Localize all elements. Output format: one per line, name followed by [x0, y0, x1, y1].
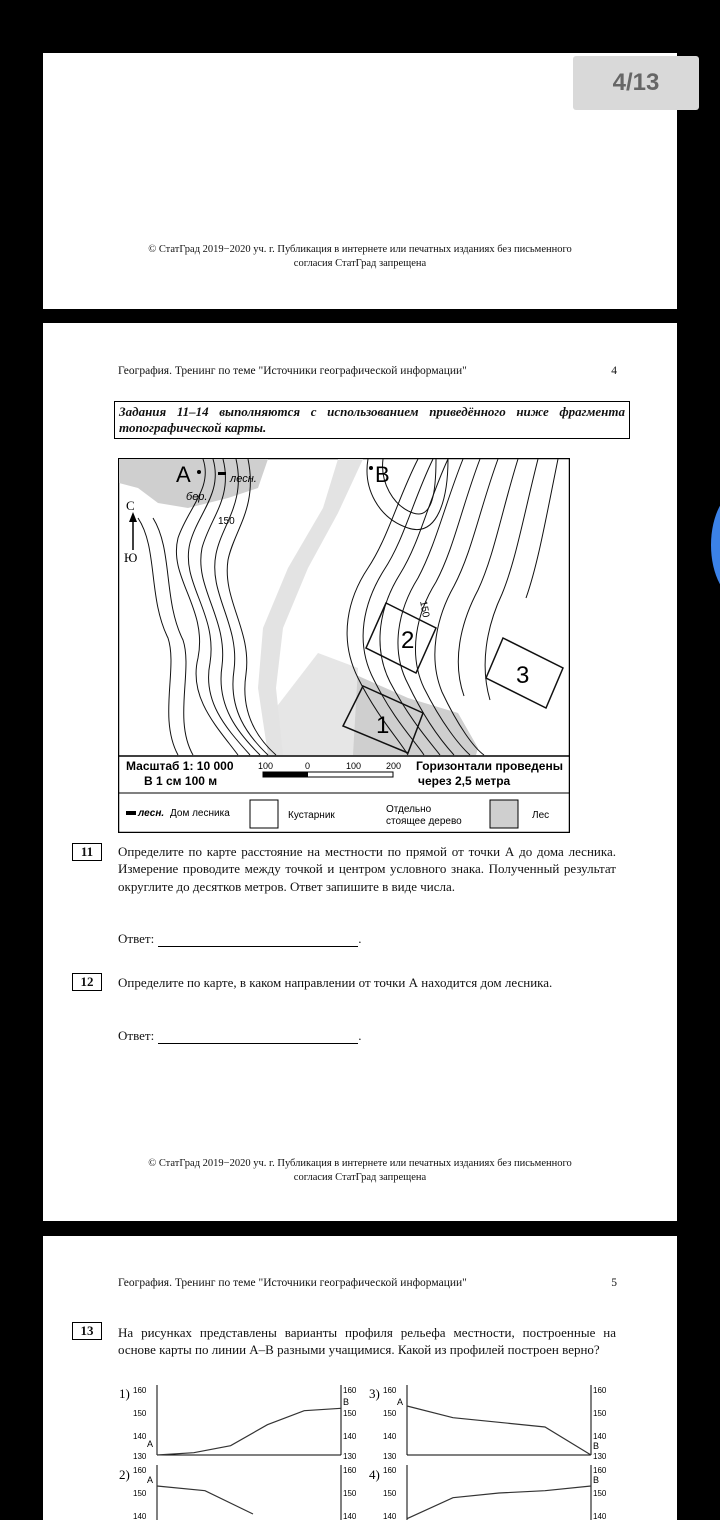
svg-text:130: 130	[133, 1452, 147, 1461]
pdf-page-4	[43, 323, 677, 1221]
svg-text:3): 3)	[369, 1386, 380, 1401]
question-13-text: На рисунках представлены варианты профиля рельефа местности, построенные на основе карты по линии А–В разными учащимися. Какой из профилей построен верно?	[118, 1325, 616, 1358]
question-13-number: 13	[72, 1322, 102, 1340]
svg-text:160: 160	[133, 1466, 147, 1475]
scale-sublabel: В 1 см 100 м	[144, 774, 218, 788]
svg-text:160: 160	[133, 1386, 147, 1395]
svg-text:150: 150	[343, 1409, 357, 1418]
question-11-number: 11	[72, 843, 102, 861]
profile-2-line	[157, 1486, 253, 1514]
svg-text:150: 150	[133, 1489, 147, 1498]
question-12-answer: Ответ: .	[118, 1028, 362, 1043]
svg-text:А: А	[147, 1475, 154, 1485]
svg-text:100: 100	[258, 761, 274, 771]
svg-text:1): 1)	[119, 1386, 130, 1401]
svg-text:200: 200	[386, 761, 402, 771]
legend-forester: Дом лесника	[170, 808, 230, 819]
svg-text:140: 140	[343, 1512, 357, 1520]
contour-note-2: через 2,5 метра	[418, 774, 511, 788]
pdf-page-5	[43, 1236, 677, 1520]
svg-text:А: А	[147, 1439, 154, 1449]
svg-text:2): 2)	[119, 1467, 130, 1482]
svg-text:140: 140	[343, 1432, 357, 1441]
north-label: С	[126, 498, 135, 513]
contour-label-150: 150	[218, 516, 235, 527]
svg-text:130: 130	[343, 1452, 357, 1461]
svg-text:150: 150	[593, 1489, 607, 1498]
contour-label-150-right: 150	[417, 600, 431, 619]
floating-action-button[interactable]	[711, 490, 720, 600]
question-11-text: Определите по карте расстояние на местности по прямой от точки А до дома лесника. Измерение проводите между точкой и центром условного знака. Полученный результат округлите до десятков метров. Ответ запишите в виде числа.	[118, 844, 616, 894]
legend-forester-abbr: лесн.	[138, 808, 165, 819]
svg-text:160: 160	[383, 1386, 397, 1395]
svg-text:160: 160	[593, 1386, 607, 1395]
svg-text:160: 160	[343, 1466, 357, 1475]
legend-shrub-swatch	[250, 800, 278, 828]
svg-text:В: В	[343, 1397, 350, 1407]
legend-shrub: Кустарник	[288, 810, 335, 821]
page-number: 5	[611, 1277, 617, 1289]
task-instruction: Задания 11–14 выполняются с использованием приведённого ниже фрагмента топографической карты.	[114, 401, 630, 439]
svg-text:140: 140	[383, 1512, 397, 1520]
svg-text:100: 100	[346, 761, 362, 771]
svg-text:А: А	[397, 1397, 404, 1407]
legend-tree-1: Отдельно	[386, 804, 432, 815]
profile-2	[119, 1465, 357, 1520]
svg-text:150: 150	[593, 1409, 607, 1418]
svg-text:150: 150	[383, 1489, 397, 1498]
point-b-label: В	[375, 462, 390, 487]
svg-text:140: 140	[593, 1432, 607, 1441]
contour-note-1: Горизонтали проведены	[416, 759, 563, 773]
label-ber: бер.	[186, 491, 208, 503]
svg-text:В: В	[593, 1441, 600, 1451]
svg-text:160: 160	[383, 1466, 397, 1475]
south-label: Ю	[124, 550, 138, 565]
label-lesn: лесн.	[230, 473, 257, 485]
svg-text:140: 140	[133, 1512, 147, 1520]
svg-text:130: 130	[593, 1452, 607, 1461]
point-a-label: А	[176, 462, 191, 487]
profile-1-line	[157, 1408, 341, 1455]
plot-1-number: 1	[376, 712, 390, 739]
svg-text:0: 0	[305, 761, 311, 771]
svg-text:130: 130	[383, 1452, 397, 1461]
plot-3-number: 3	[516, 662, 530, 689]
question-12-number: 12	[72, 973, 102, 991]
profile-3-line	[407, 1406, 591, 1455]
svg-text:160: 160	[593, 1466, 607, 1475]
profile-3	[369, 1385, 607, 1461]
svg-text:150: 150	[343, 1489, 357, 1498]
svg-text:150: 150	[133, 1409, 147, 1418]
svg-text:140: 140	[593, 1512, 607, 1520]
answer-line[interactable]	[158, 933, 358, 947]
svg-text:140: 140	[133, 1432, 147, 1441]
question-11-answer: Ответ: .	[118, 931, 362, 946]
plot-2-number: 2	[401, 627, 415, 654]
answer-line[interactable]	[158, 1030, 358, 1044]
svg-text:140: 140	[383, 1432, 397, 1441]
question-12-text: Определите по карте, в каком направлении от точки А находится дом лесника.	[118, 975, 553, 990]
page-counter-badge: 4/13	[573, 56, 699, 110]
legend-forest-swatch	[490, 800, 518, 828]
svg-text:В: В	[593, 1475, 600, 1485]
legend-tree-2: стоящее дерево	[386, 816, 462, 827]
copyright-footer: © СтатГрад 2019−2020 уч. г. Публикация в интернете или печатных изданиях без письменного согласия СтатГрад запрещена	[148, 1158, 572, 1183]
profile-1	[119, 1385, 357, 1461]
profile-4-line	[407, 1486, 591, 1519]
topographic-map	[118, 458, 570, 833]
svg-text:150: 150	[383, 1409, 397, 1418]
profile-charts	[113, 1379, 613, 1520]
scale-label: Масштаб 1: 10 000	[126, 759, 234, 773]
page-number: 4	[611, 365, 617, 377]
copyright-footer: © СтатГрад 2019−2020 уч. г. Публикация в интернете или печатных изданиях без письменного согласия СтатГрад запрещена	[148, 244, 572, 269]
page-header: География. Тренинг по теме "Источники географической информации" 5	[118, 1277, 617, 1289]
page-header: География. Тренинг по теме "Источники географической информации" 4	[118, 365, 617, 377]
svg-text:160: 160	[343, 1386, 357, 1395]
profile-4	[369, 1465, 607, 1520]
legend-forest: Лес	[532, 810, 550, 821]
svg-text:4): 4)	[369, 1467, 380, 1482]
